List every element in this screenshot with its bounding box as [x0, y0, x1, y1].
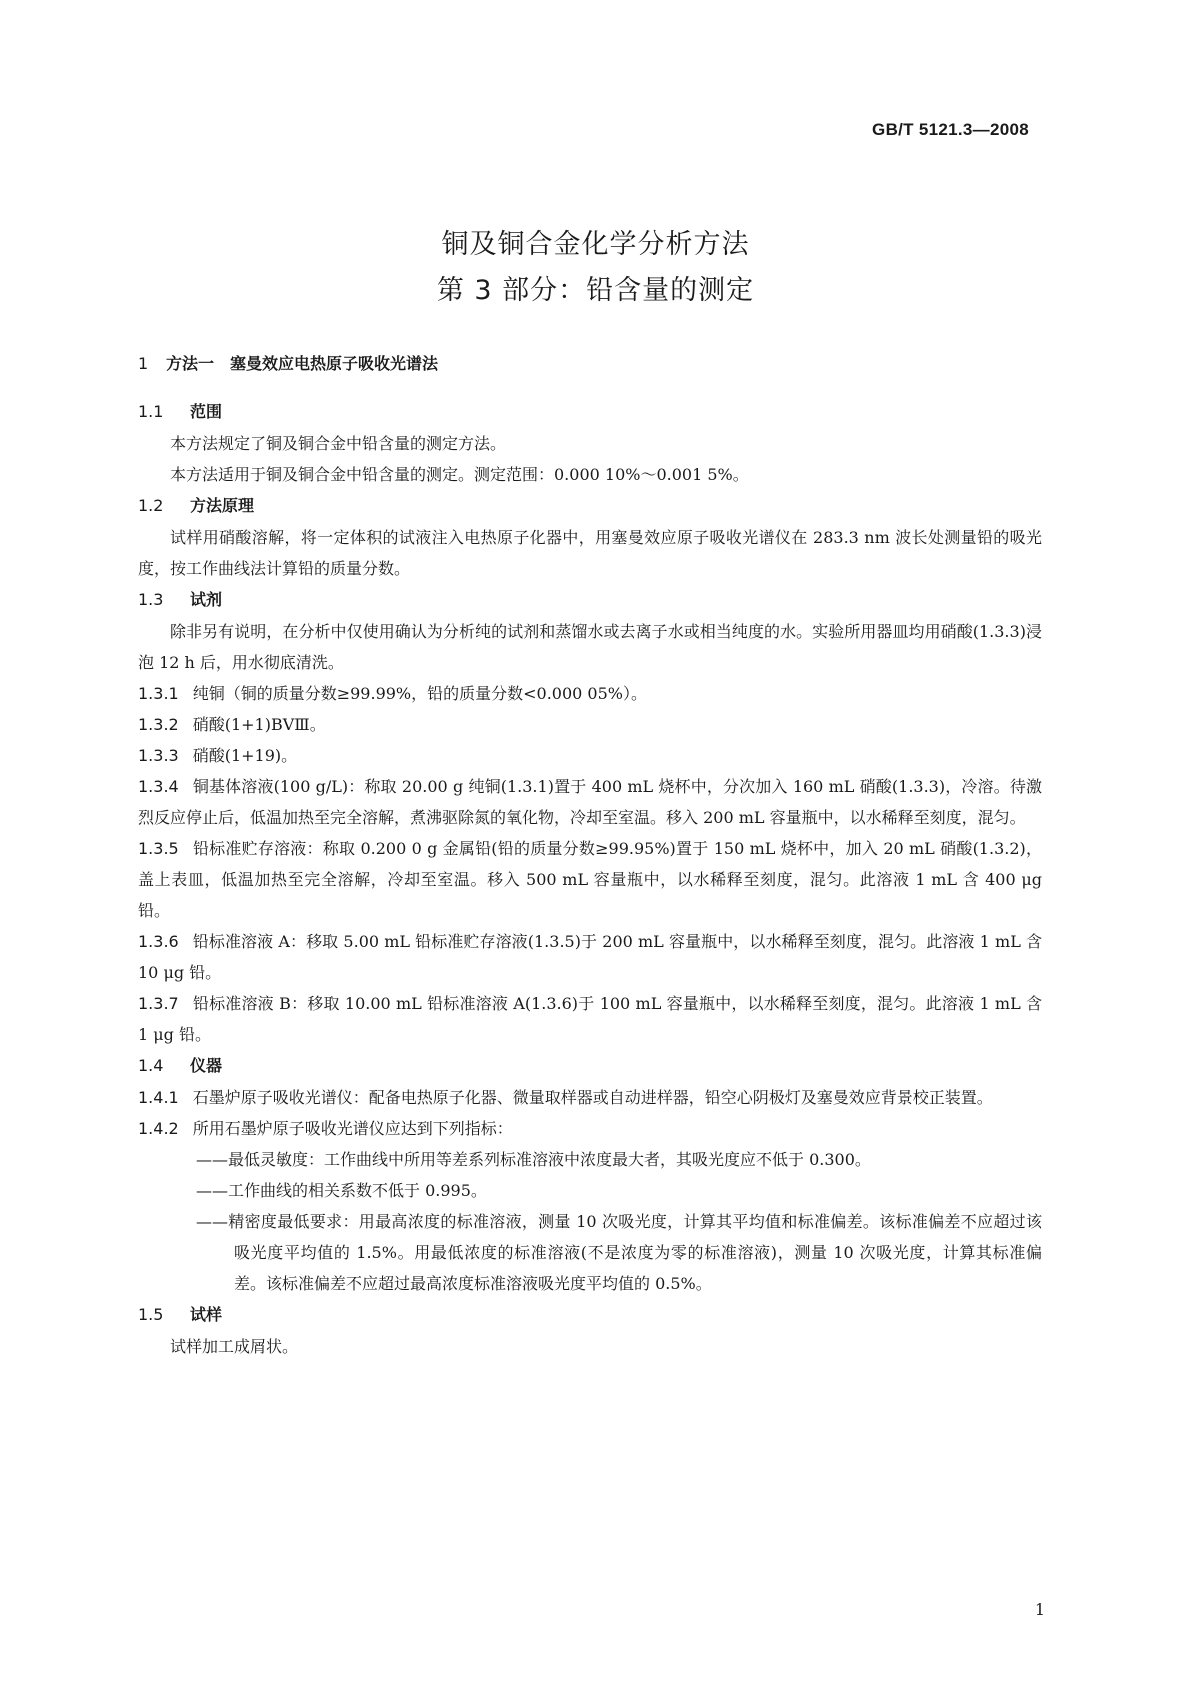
clause-text: 铅标准贮存溶液：称取 0.200 0 g 金属铅(铅的质量分数≥99.95%)置于 150 mL 烧杯中，加入 20 mL 硝酸(1.3.2)，盖上表皿，低温加热至完全溶解，冷却至室温。移入 500 mL 容量瓶中，以水稀释至刻度，混匀。此溶液 1 mL 含 400 μg 铅。: [138, 839, 1042, 920]
section-number: 1.3: [138, 590, 164, 609]
paragraph: 本方法适用于铜及铜合金中铅含量的测定。测定范围：0.000 10%～0.001 5%。: [170, 465, 749, 484]
paragraph: 除非另有说明，在分析中仅使用确认为分析纯的试剂和蒸馏水或去离子水或相当纯度的水。实验所用器皿均用硝酸(1.3.3)浸泡 12 h 后，用水彻底清洗。: [138, 622, 1042, 672]
dash-list-item: ——最低灵敏度：工作曲线中所用等差系列标准溶液中浓度最大者，其吸光度应不低于 0.300。: [196, 1150, 871, 1169]
section-title: 试剂: [190, 590, 223, 609]
clause-number: 1.3.7: [138, 994, 179, 1013]
dash-list-item: ——工作曲线的相关系数不低于 0.995。: [196, 1181, 487, 1200]
standard-id: GB/T 5121.3—2008: [872, 120, 1029, 139]
clause-number: 1.4.1: [138, 1088, 179, 1107]
paragraph: 本方法规定了铜及铜合金中铅含量的测定方法。: [170, 434, 507, 453]
clause-number: 1.3.1: [138, 684, 179, 703]
section-title: 试样: [190, 1305, 223, 1324]
section-heading-1-1: [138, 396, 1042, 428]
section-heading-1-3: [138, 584, 1042, 616]
clause-1-3-1: [138, 678, 1042, 709]
dash-list-item: ——精密度最低要求：用最高浓度的标准溶液，测量 10 次吸光度，计算其平均值和标准偏差。该标准偏差不应超过该吸光度平均值的 1.5%。用最低浓度的标准溶液(不是浓度为零的标准溶液)，测量 10 次吸光度，计算其标准偏差。该标准偏差不应超过最高浓度标准溶液吸光度平均值的 0.5%。: [196, 1212, 1042, 1293]
clause-number: 1.3.6: [138, 932, 179, 951]
clause-1-3-5: [138, 833, 1042, 926]
section-number: 1.1: [138, 402, 164, 421]
clause-number: 1.3.5: [138, 839, 179, 858]
document-title-line2: 第 3 部分：铅含量的测定: [436, 275, 755, 306]
clause-text: 硝酸(1+19)。: [192, 746, 298, 765]
section-number: 1.5: [138, 1305, 164, 1324]
clause-text: 硝酸(1+1)BVⅢ。: [192, 715, 326, 734]
section-heading-1-5: [138, 1299, 1042, 1331]
section-number: 1: [138, 354, 149, 373]
clause-1-3-3: [138, 740, 1042, 771]
section-title: 仪器: [190, 1056, 223, 1075]
page-number: 1: [1034, 1600, 1045, 1619]
section-heading-1: [138, 348, 1042, 380]
paragraph: 试样加工成屑状。: [170, 1337, 299, 1356]
section-heading-1-2: [138, 490, 1042, 522]
clause-number: 1.3.4: [138, 777, 179, 796]
clause-text: 铜基体溶液(100 g/L)：称取 20.00 g 纯铜(1.3.1)置于 400 mL 烧杯中，分次加入 160 mL 硝酸(1.3.3)，冷溶。待激烈反应停止后，低温加热至完全溶解，煮沸驱除氮的氧化物，冷却至室温。移入 200 mL 容量瓶中，以水稀释至刻度，混匀。: [138, 777, 1042, 827]
clause-text: 铅标准溶液 B：移取 10.00 mL 铅标准溶液 A(1.3.6)于 100 mL 容量瓶中，以水稀释至刻度，混匀。此溶液 1 mL 含 1 μg 铅。: [138, 994, 1042, 1044]
section-title: 方法原理: [190, 496, 255, 515]
clause-number: 1.3.3: [138, 746, 179, 765]
document-body: [138, 348, 1042, 1362]
section-title: 范围: [190, 402, 223, 421]
section-number: 1.4: [138, 1056, 164, 1075]
clause-text: 所用石墨炉原子吸收光谱仪应达到下列指标：: [192, 1119, 513, 1138]
paragraph: 试样用硝酸溶解，将一定体积的试液注入电热原子化器中，用塞曼效应原子吸收光谱仪在 283.3 nm 波长处测量铅的吸光度，按工作曲线法计算铅的质量分数。: [138, 528, 1042, 578]
document-title-line1: 铜及铜合金化学分析方法: [441, 229, 750, 260]
clause-1-3-7: [138, 988, 1042, 1050]
clause-text: 石墨炉原子吸收光谱仪：配备电热原子化器、微量取样器或自动进样器，铅空心阴极灯及塞曼效应背景校正装置。: [192, 1088, 993, 1107]
clause-1-3-4: [138, 771, 1042, 833]
clause-number: 1.3.2: [138, 715, 179, 734]
clause-1-3-2: [138, 709, 1042, 740]
clause-text: 纯铜（铜的质量分数≥99.99%，铅的质量分数<0.000 05%）。: [192, 684, 647, 703]
clause-1-3-6: [138, 926, 1042, 988]
clause-text: 铅标准溶液 A：移取 5.00 mL 铅标准贮存溶液(1.3.5)于 200 mL 容量瓶中，以水稀释至刻度，混匀。此溶液 1 mL 含 10 μg 铅。: [138, 932, 1042, 982]
clause-1-4-2: [138, 1113, 1042, 1144]
section-title: 方法一 塞曼效应电热原子吸收光谱法: [166, 354, 439, 373]
section-heading-1-4: [138, 1050, 1042, 1082]
clause-number: 1.4.2: [138, 1119, 179, 1138]
clause-1-4-1: [138, 1082, 1042, 1113]
section-number: 1.2: [138, 496, 164, 515]
